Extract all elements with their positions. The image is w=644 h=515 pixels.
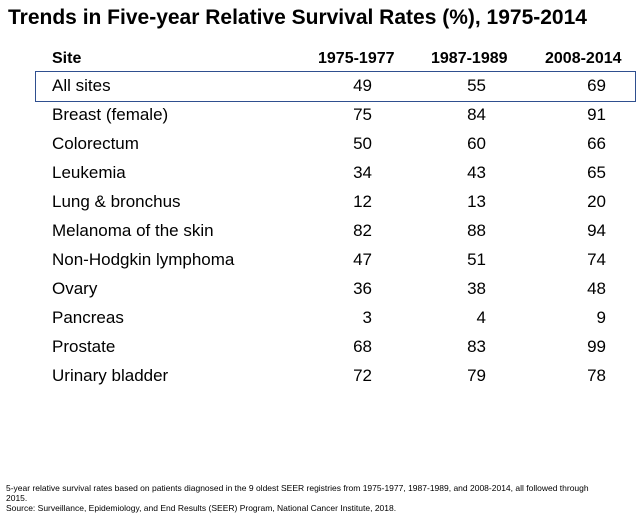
row-value-2008-2014: 20: [587, 192, 606, 211]
row-value-1987-1989: 38: [467, 279, 486, 298]
row-site-label: Breast (female): [52, 105, 169, 124]
table-row: [36, 333, 635, 362]
row-value-1987-1989: 55: [467, 76, 486, 95]
row-value-1975-1977: 36: [353, 279, 372, 298]
row-site-label: Ovary: [52, 279, 98, 298]
row-site-label: All sites: [52, 76, 111, 95]
row-value-2008-2014: 65: [587, 163, 606, 182]
page-title: Trends in Five-year Relative Survival Rates (%), 1975-2014: [8, 6, 587, 29]
row-value-2008-2014: 91: [587, 105, 606, 124]
table-row: [36, 130, 635, 159]
row-value-1975-1977: 72: [353, 366, 372, 385]
row-value-1975-1977: 12: [353, 192, 372, 211]
row-value-1975-1977: 34: [353, 163, 372, 182]
footnote: [6, 483, 606, 513]
table-row: [36, 159, 635, 188]
row-value-1987-1989: 43: [467, 163, 486, 182]
row-value-1987-1989: 13: [467, 192, 486, 211]
row-site-label: Prostate: [52, 337, 116, 356]
row-value-2008-2014: 78: [587, 366, 606, 385]
row-value-2008-2014: 48: [587, 279, 606, 298]
column-header-site: Site: [52, 50, 82, 67]
row-value-2008-2014: 9: [596, 308, 606, 327]
row-site-label: Leukemia: [52, 163, 126, 182]
table-row: [36, 246, 635, 275]
row-value-2008-2014: 94: [587, 221, 606, 240]
column-header-1975-1977: 1975-1977: [318, 50, 395, 67]
table-row: [36, 304, 635, 333]
table-row: [36, 362, 635, 391]
column-header-1987-1989: 1987-1989: [431, 50, 508, 67]
row-site-label: Urinary bladder: [52, 366, 169, 385]
table-row: [36, 101, 635, 130]
row-site-label: Melanoma of the skin: [52, 221, 214, 240]
row-value-2008-2014: 74: [587, 250, 606, 269]
row-value-1987-1989: 60: [467, 134, 486, 153]
row-value-1975-1977: 47: [353, 250, 372, 269]
row-value-2008-2014: 69: [587, 76, 606, 95]
row-site-label: Colorectum: [52, 134, 139, 153]
row-value-1987-1989: 51: [467, 250, 486, 269]
footnote-source: Source: Surveillance, Epidemiology, and End Results (SEER) Program, National Cancer Institute, 2018.: [6, 503, 397, 513]
table-row: [36, 188, 635, 217]
row-value-2008-2014: 99: [587, 337, 606, 356]
row-value-2008-2014: 66: [587, 134, 606, 153]
row-value-1975-1977: 68: [353, 337, 372, 356]
table-row-all-sites: [36, 72, 635, 101]
row-site-label: Pancreas: [52, 308, 124, 327]
row-value-1987-1989: 4: [476, 308, 486, 327]
row-value-1987-1989: 79: [467, 366, 486, 385]
row-value-1987-1989: 83: [467, 337, 486, 356]
row-site-label: Non-Hodgkin lymphoma: [52, 250, 235, 269]
row-value-1975-1977: 75: [353, 105, 372, 124]
row-value-1975-1977: 49: [353, 76, 372, 95]
table-row: [36, 217, 635, 246]
row-value-1987-1989: 88: [467, 221, 486, 240]
row-value-1975-1977: 3: [362, 308, 372, 327]
table-row: [36, 275, 635, 304]
footnote-method: 5-year relative survival rates based on patients diagnosed in the 9 oldest SEER registries from 1975-1977, 1987-1989, and 2008-2014, all followed through 2015.: [6, 483, 589, 503]
column-header-2008-2014: 2008-2014: [545, 50, 622, 67]
row-site-label: Lung & bronchus: [52, 192, 181, 211]
row-value-1987-1989: 84: [467, 105, 486, 124]
row-value-1975-1977: 50: [353, 134, 372, 153]
row-value-1975-1977: 82: [353, 221, 372, 240]
